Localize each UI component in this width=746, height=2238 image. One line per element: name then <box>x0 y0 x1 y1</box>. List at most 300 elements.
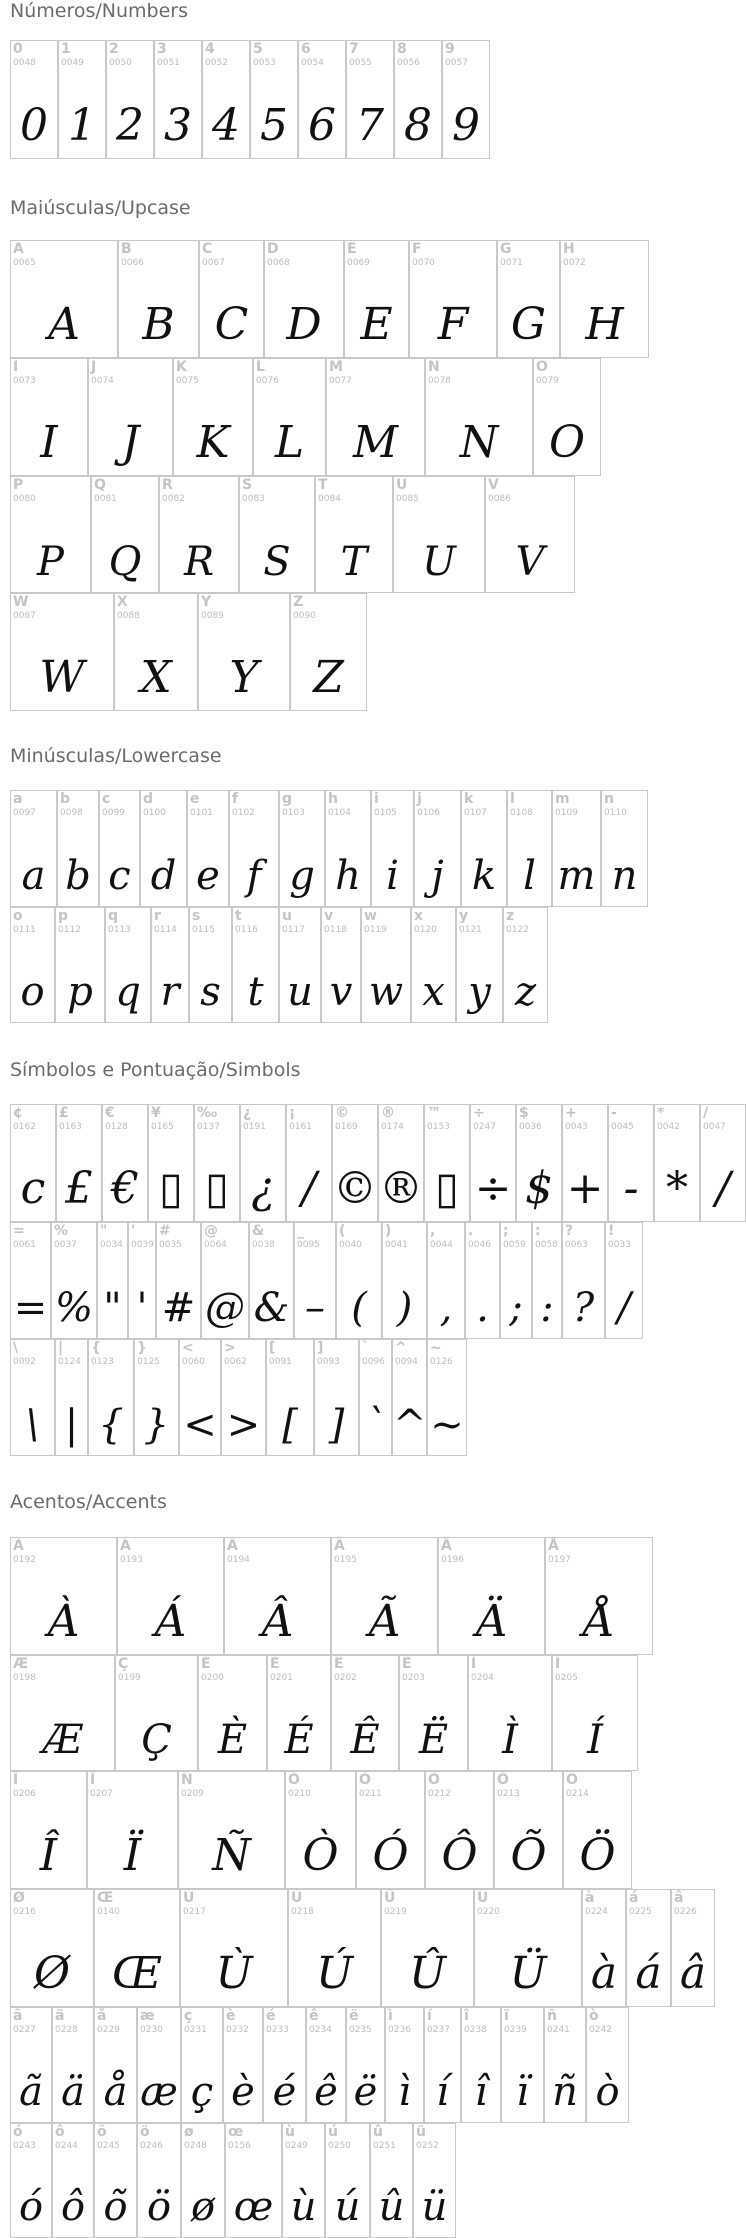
glyph-cell <box>156 1222 201 1339</box>
character-code: 0107 <box>464 808 487 818</box>
glyph-sample: £ <box>65 1163 93 1214</box>
glyph-sample: Å <box>583 1596 615 1647</box>
character-code: 0195 <box>334 1555 357 1565</box>
glyph-cell <box>52 2123 94 2238</box>
glyph-sample: 8 <box>404 100 432 151</box>
glyph-cell <box>382 1222 427 1339</box>
glyph-cell <box>399 1655 468 1771</box>
character-code: 0249 <box>285 2141 308 2151</box>
character-label: Å <box>548 1538 559 1554</box>
glyph-sample: O <box>548 417 586 468</box>
character-code: 0112 <box>58 925 81 935</box>
glyph-cell <box>10 476 91 593</box>
character-label: Ä <box>441 1538 452 1554</box>
glyph-sample: e <box>196 853 220 899</box>
character-label: v <box>324 908 334 924</box>
character-code: 0071 <box>500 258 523 268</box>
character-label: h <box>328 791 338 807</box>
glyph-sample: ú <box>334 2184 361 2230</box>
character-code: 0044 <box>430 1240 453 1250</box>
glyph-cell <box>198 1655 267 1771</box>
glyph-cell <box>331 1655 399 1771</box>
character-label: N <box>428 359 440 375</box>
character-code: 0103 <box>282 808 305 818</box>
character-code: 0106 <box>417 808 440 818</box>
glyph-sample: ` <box>365 1402 386 1448</box>
glyph-sample: œ <box>233 2184 274 2230</box>
character-code: 0101 <box>190 808 213 818</box>
character-code: 0200 <box>201 1673 224 1683</box>
glyph-sample: F <box>437 299 469 350</box>
glyph-sample: > <box>226 1402 261 1448</box>
character-code: 0100 <box>143 808 166 818</box>
glyph-cell <box>151 907 189 1023</box>
character-code: 0243 <box>13 2141 36 2151</box>
character-code: 0053 <box>253 58 276 68</box>
character-label: ' <box>131 1223 136 1239</box>
character-label: 1 <box>61 41 71 57</box>
glyph-sample: Ù <box>215 1948 253 1999</box>
glyph-cell <box>562 1104 608 1222</box>
character-code: 0238 <box>464 2025 487 2035</box>
character-label: 4 <box>205 41 215 57</box>
glyph-cell <box>286 1104 332 1222</box>
glyph-sample: ñ <box>552 2069 578 2115</box>
character-code: 0104 <box>328 808 351 818</box>
glyph-sample: ö <box>146 2184 172 2230</box>
character-code: 0251 <box>373 2141 396 2151</box>
glyph-cell <box>552 1655 638 1771</box>
character-label: z <box>506 908 515 924</box>
glyph-sample: – <box>305 1285 325 1331</box>
character-label: k <box>464 791 474 807</box>
glyph-cell <box>461 790 507 907</box>
character-code: 0041 <box>385 1240 408 1250</box>
character-code: 0099 <box>102 808 125 818</box>
glyph-cell <box>394 40 442 159</box>
character-code: 0057 <box>445 58 468 68</box>
character-code: 0217 <box>183 1907 206 1917</box>
character-label: Ö <box>566 1772 578 1788</box>
character-label: ú <box>328 2124 338 2140</box>
glyph-cell <box>456 907 503 1023</box>
character-label: â <box>674 1890 684 1906</box>
glyph-cell <box>198 593 290 711</box>
glyph-cell <box>128 1222 156 1339</box>
character-code: 0065 <box>13 258 36 268</box>
glyph-cell <box>264 240 344 358</box>
character-label: y <box>459 908 469 924</box>
glyph-sample: l <box>523 853 536 899</box>
character-label: £ <box>59 1105 69 1121</box>
glyph-cell <box>154 40 202 159</box>
glyph-sample: ÷ <box>474 1163 512 1214</box>
character-code: 0198 <box>13 1673 36 1683</box>
glyph-sample: ] <box>328 1402 345 1448</box>
character-label: / <box>703 1105 709 1121</box>
glyph-cell <box>52 2007 94 2123</box>
glyph-cell <box>88 358 173 476</box>
character-code: 0075 <box>176 376 199 386</box>
character-code: 0211 <box>359 1789 382 1799</box>
character-label: Ç <box>118 1656 129 1672</box>
character-label: u <box>282 908 292 924</box>
character-code: 0067 <box>202 258 225 268</box>
glyph-cell <box>654 1104 700 1222</box>
character-code: 0237 <box>427 2025 450 2035</box>
glyph-cell <box>91 476 159 593</box>
glyph-cell <box>285 1771 356 1889</box>
character-code: 0125 <box>137 1357 160 1367</box>
character-label: ü <box>416 2124 426 2140</box>
character-code: 0116 <box>235 925 258 935</box>
character-label: ) <box>385 1223 392 1239</box>
glyph-sample: - <box>623 1163 639 1214</box>
glyph-cell <box>10 907 55 1023</box>
character-code: 0034 <box>100 1240 123 1250</box>
character-label: Û <box>384 1890 396 1906</box>
glyph-cell <box>425 358 533 476</box>
glyph-sample: Â <box>261 1596 294 1647</box>
glyph-sample: Œ <box>111 1948 163 1999</box>
character-label: É <box>270 1656 280 1672</box>
glyph-cell <box>179 1339 221 1456</box>
character-code: 0165 <box>151 1122 174 1132</box>
character-code: 0056 <box>397 58 420 68</box>
glyph-cell <box>381 1889 474 2007</box>
character-code: 0128 <box>105 1122 128 1132</box>
character-code: 0088 <box>117 611 140 621</box>
glyph-sample: € <box>111 1163 139 1214</box>
character-code: 0216 <box>13 1907 36 1917</box>
character-code: 0097 <box>13 808 36 818</box>
character-code: 0076 <box>256 376 279 386</box>
glyph-sample: ü <box>421 2184 448 2230</box>
character-code: 0043 <box>565 1122 588 1132</box>
glyph-sample: ï <box>516 2069 529 2115</box>
character-label: A <box>13 241 24 257</box>
character-label: Ô <box>428 1772 440 1788</box>
character-label: o <box>13 908 23 924</box>
glyph-cell <box>507 790 552 907</box>
character-code: 0110 <box>604 808 627 818</box>
glyph-sample: ; <box>509 1285 523 1331</box>
character-label: W <box>13 594 29 610</box>
character-label: ï <box>504 2008 509 2024</box>
glyph-sample: ê <box>314 2069 338 2115</box>
glyph-cell <box>605 1222 643 1339</box>
glyph-sample: 6 <box>308 100 336 151</box>
glyph-sample: Ï <box>123 1830 142 1881</box>
character-label: Â <box>227 1538 238 1554</box>
glyph-cell <box>359 1339 392 1456</box>
glyph-sample: x <box>422 969 445 1015</box>
glyph-sample: | <box>64 1402 79 1448</box>
glyph-cell <box>393 476 485 593</box>
glyph-sample: ù <box>290 2184 317 2230</box>
glyph-sample: ^ <box>393 1402 427 1448</box>
glyph-cell <box>94 2007 137 2123</box>
glyph-sample: / <box>715 1163 731 1214</box>
glyph-cell <box>10 1104 56 1222</box>
character-code: 0193 <box>120 1555 143 1565</box>
character-code: 0105 <box>374 808 397 818</box>
glyph-sample: å <box>103 2069 128 2115</box>
character-code: 0094 <box>395 1357 418 1367</box>
glyph-sample: C <box>214 299 249 350</box>
glyph-cell <box>114 593 198 711</box>
character-label: ` <box>362 1340 369 1356</box>
character-label: Æ <box>13 1656 29 1672</box>
glyph-cell <box>178 1771 285 1889</box>
character-code: 0096 <box>362 1357 385 1367</box>
character-label: æ <box>140 2008 155 2024</box>
glyph-cell <box>378 1104 424 1222</box>
glyph-cell <box>626 1889 671 2007</box>
character-code: 0218 <box>291 1907 314 1917</box>
character-code: 0120 <box>414 925 437 935</box>
glyph-sample: c <box>20 1163 46 1214</box>
character-code: 0162 <box>13 1122 36 1132</box>
glyph-sample: ? <box>572 1285 595 1331</box>
character-code: 0113 <box>108 925 131 935</box>
character-code: 0199 <box>118 1673 141 1683</box>
glyph-cell <box>240 1104 286 1222</box>
character-label: % <box>54 1223 69 1239</box>
glyph-sample: m <box>557 853 596 899</box>
glyph-cell <box>279 790 325 907</box>
character-label: ¥ <box>151 1105 161 1121</box>
character-code: 0203 <box>402 1673 425 1683</box>
character-label: å <box>97 2008 107 2024</box>
character-code: 0194 <box>227 1555 250 1565</box>
glyph-sample: J <box>121 417 140 468</box>
glyph-cell <box>223 2007 263 2123</box>
character-label: * <box>657 1105 665 1121</box>
glyph-sample: ø <box>190 2184 216 2230</box>
glyph-sample: k <box>471 853 497 899</box>
character-code: 0086 <box>488 494 511 504</box>
character-label: ÷ <box>473 1105 485 1121</box>
glyph-cell <box>438 1537 545 1655</box>
character-label: \ <box>13 1340 19 1356</box>
glyph-cell <box>501 2007 544 2123</box>
character-label: Ø <box>13 1890 25 1906</box>
glyph-cell <box>700 1104 746 1222</box>
glyph-sample: õ <box>103 2184 128 2230</box>
character-code: 0206 <box>13 1789 36 1799</box>
glyph-sample: r <box>160 969 180 1015</box>
glyph-cell <box>424 1104 470 1222</box>
glyph-cell <box>55 907 105 1023</box>
character-label: ë <box>349 2008 359 2024</box>
glyph-cell <box>10 1537 117 1655</box>
glyph-cell <box>199 240 264 358</box>
character-code: 0232 <box>226 2025 249 2035</box>
glyph-cell <box>10 2123 52 2238</box>
glyph-cell <box>503 907 548 1023</box>
character-label: < <box>182 1340 194 1356</box>
character-code: 0202 <box>334 1673 357 1683</box>
glyph-sample: Ê <box>350 1717 380 1763</box>
character-code: 0213 <box>497 1789 520 1799</box>
glyph-sample: K <box>196 417 230 468</box>
glyph-sample: } <box>143 1402 170 1448</box>
glyph-cell <box>94 1889 180 2007</box>
character-code: 0040 <box>339 1240 362 1250</box>
character-label: @ <box>204 1223 218 1239</box>
character-label: s <box>192 908 201 924</box>
character-code: 0080 <box>13 494 36 504</box>
glyph-cell <box>427 1339 467 1456</box>
glyph-cell <box>105 907 151 1023</box>
glyph-sample: ç <box>190 2069 214 2115</box>
character-label: Ú <box>291 1890 303 1906</box>
character-label: E <box>347 241 357 257</box>
glyph-cell <box>424 2007 461 2123</box>
character-label: e <box>190 791 200 807</box>
character-code: 0078 <box>428 376 451 386</box>
character-code: 0204 <box>471 1673 494 1683</box>
glyph-cell <box>10 240 118 358</box>
character-code: 0045 <box>611 1122 634 1132</box>
character-code: 0235 <box>349 2025 372 2035</box>
character-code: 0087 <box>13 611 36 621</box>
glyph-sample: q <box>115 969 141 1015</box>
character-label: | <box>58 1340 64 1356</box>
glyph-cell <box>370 2123 413 2238</box>
character-label: K <box>176 359 187 375</box>
glyph-sample: @ <box>205 1285 245 1331</box>
glyph-sample: H <box>585 299 624 350</box>
character-label: ç <box>184 2008 193 2024</box>
glyph-cell <box>239 476 315 593</box>
character-label: 6 <box>301 41 311 57</box>
glyph-cell <box>344 240 409 358</box>
character-code: 0242 <box>589 2025 612 2035</box>
glyph-sample: * <box>666 1163 688 1214</box>
glyph-cell <box>140 790 187 907</box>
character-label: 5 <box>253 41 263 57</box>
character-label: î <box>464 2008 469 2024</box>
glyph-cell <box>189 907 232 1023</box>
character-label: ê <box>309 2008 319 2024</box>
section-title: Maiúsculas/Upcase <box>10 197 191 219</box>
glyph-sample: ä <box>61 2069 85 2115</box>
glyph-sample: 0 <box>20 100 48 151</box>
character-label: , <box>430 1223 436 1239</box>
character-label: 7 <box>349 41 359 57</box>
glyph-sample: Ö <box>579 1830 616 1881</box>
character-label: Á <box>120 1538 131 1554</box>
glyph-sample: Ò <box>302 1830 339 1881</box>
character-code: 0060 <box>182 1357 205 1367</box>
character-code: 0035 <box>159 1240 182 1250</box>
glyph-sample: B <box>142 299 175 350</box>
character-label: x <box>414 908 424 924</box>
glyph-cell <box>180 1889 288 2007</box>
glyph-cell <box>118 240 199 358</box>
glyph-sample: W <box>39 652 85 703</box>
character-label: & <box>252 1223 265 1239</box>
character-label: Ñ <box>181 1772 193 1788</box>
character-label: l <box>510 791 515 807</box>
glyph-cell <box>137 2123 181 2238</box>
glyph-sample: c <box>108 853 131 899</box>
glyph-cell <box>356 1771 425 1889</box>
glyph-sample: i <box>386 853 399 899</box>
glyph-cell <box>221 1339 266 1456</box>
character-code: 0102 <box>232 808 255 818</box>
character-label: è <box>226 2008 236 2024</box>
glyph-cell <box>263 2007 306 2123</box>
character-code: 0201 <box>270 1673 293 1683</box>
character-code: 0079 <box>536 376 559 386</box>
glyph-cell <box>497 240 560 358</box>
glyph-sample: ó <box>18 2184 44 2230</box>
character-code: 0245 <box>97 2141 120 2151</box>
character-label: T <box>318 477 328 493</box>
glyph-sample: Í <box>587 1717 603 1763</box>
glyph-sample: 2 <box>116 100 144 151</box>
glyph-cell <box>427 1222 465 1339</box>
glyph-sample: n <box>611 853 638 899</box>
character-code: 0124 <box>58 1357 81 1367</box>
glyph-cell <box>516 1104 562 1222</box>
glyph-sample: © <box>333 1163 377 1214</box>
character-code: 0121 <box>459 925 482 935</box>
glyph-sample: t <box>247 969 264 1015</box>
character-label: ¢ <box>13 1105 23 1121</box>
character-label: ; <box>503 1223 509 1239</box>
character-code: 0038 <box>252 1240 275 1250</box>
character-code: 0220 <box>477 1907 500 1917</box>
glyph-sample: Û <box>408 1948 447 1999</box>
character-code: 0077 <box>329 376 352 386</box>
glyph-cell <box>465 1222 500 1339</box>
character-code: 0083 <box>242 494 265 504</box>
glyph-sample: S <box>263 539 291 585</box>
character-code: 0225 <box>629 1907 652 1917</box>
glyph-cell <box>181 2007 223 2123</box>
character-label: Z <box>293 594 304 610</box>
character-label: ò <box>589 2008 599 2024</box>
glyph-cell <box>229 790 279 907</box>
character-code: 0082 <box>162 494 185 504</box>
glyph-cell <box>294 1222 336 1339</box>
character-code: 0111 <box>13 925 36 935</box>
glyph-sample: D <box>286 299 322 350</box>
character-label: m <box>555 791 570 807</box>
character-label: ^ <box>395 1340 407 1356</box>
character-code: 0081 <box>94 494 117 504</box>
glyph-sample: , <box>439 1285 453 1331</box>
glyph-cell <box>336 1222 382 1339</box>
character-code: 0153 <box>427 1122 450 1132</box>
character-code: 0070 <box>412 258 435 268</box>
character-code: 0085 <box>396 494 419 504</box>
glyph-cell <box>306 2007 346 2123</box>
character-label: J <box>91 359 97 375</box>
character-label: F <box>412 241 422 257</box>
glyph-cell <box>10 1339 55 1456</box>
character-label: é <box>266 2008 276 2024</box>
character-code: 0228 <box>55 2025 78 2035</box>
glyph-cell <box>58 40 106 159</box>
character-label: V <box>488 477 499 493</box>
glyph-sample: ▯ <box>434 1163 460 1214</box>
character-label: Ï <box>90 1772 96 1788</box>
